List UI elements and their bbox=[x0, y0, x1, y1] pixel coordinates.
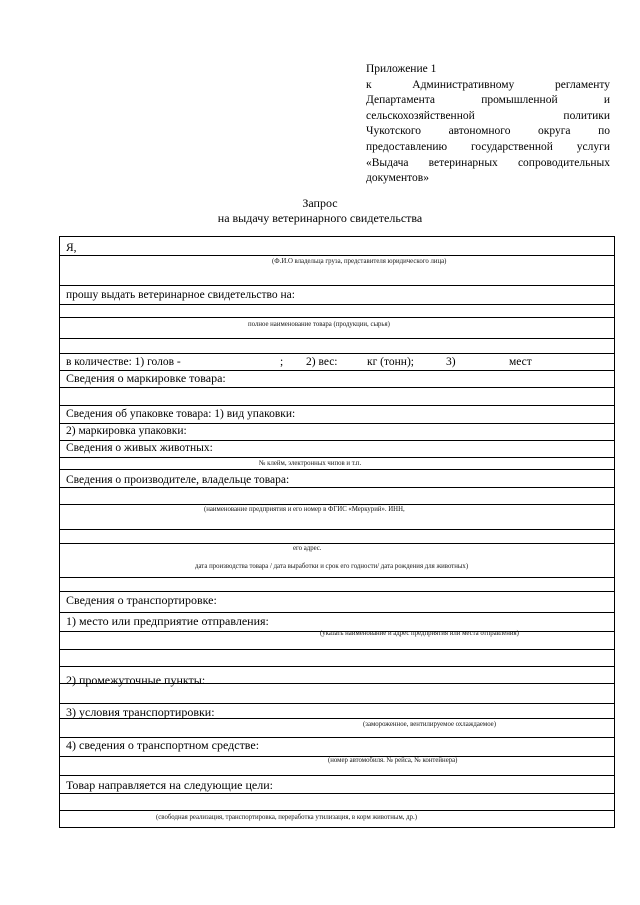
request-label: прошу выдать ветеринарное свидетельство на: bbox=[66, 289, 295, 301]
appendix-line bbox=[366, 124, 610, 140]
intermediate-label: 2) промежуточные пункты: bbox=[66, 673, 206, 687]
conditions-hint: (замороженное, вентилируемое охлаждаемое) bbox=[363, 721, 496, 728]
appendix-word: к bbox=[366, 78, 372, 91]
form-rule bbox=[60, 469, 614, 470]
form-rule bbox=[60, 775, 614, 776]
appendix-word: Чукотского bbox=[366, 125, 422, 138]
appendix-header bbox=[366, 62, 610, 187]
address-hint: его адрес. bbox=[293, 545, 322, 552]
appendix-word: по bbox=[598, 125, 610, 138]
form-rule bbox=[60, 317, 614, 318]
request-form bbox=[59, 236, 615, 828]
form-rule bbox=[60, 285, 614, 286]
purpose-hint: (свободная реализация, транспортировка, переработка утилизация, в корм животным, др.) bbox=[156, 814, 417, 821]
producer-label: Сведения о производителе, владельце товара: bbox=[66, 474, 290, 486]
appendix-word: округа bbox=[538, 125, 571, 138]
animals-hint: № клейм, электронных чипов и т.п. bbox=[259, 460, 362, 467]
form-rule bbox=[60, 353, 614, 354]
declarant-hint: (Ф.И.О владельца груза, представителя юридического лица) bbox=[272, 258, 447, 265]
form-rule bbox=[60, 487, 614, 488]
form-rule bbox=[60, 504, 614, 505]
form-rule bbox=[60, 612, 614, 613]
appendix-word: и bbox=[603, 94, 610, 107]
quantity-weight-label: 2) вес: bbox=[306, 356, 338, 368]
appendix-word: промышленной bbox=[481, 94, 558, 107]
form-rule bbox=[60, 405, 614, 406]
appendix-text: документов» bbox=[366, 172, 429, 185]
appendix-line bbox=[366, 78, 610, 94]
appendix-line bbox=[366, 62, 610, 78]
appendix-line bbox=[366, 93, 610, 109]
appendix-line bbox=[366, 171, 610, 187]
form-rule bbox=[60, 703, 614, 704]
pack-marking-label: 2) маркировка упаковки: bbox=[66, 425, 187, 437]
appendix-word: регламенту bbox=[554, 78, 610, 91]
quantity-places-label: мест bbox=[509, 356, 532, 368]
vehicle-label: 4) сведения о транспортном средстве: bbox=[66, 738, 260, 752]
form-rule bbox=[60, 666, 614, 667]
appendix-line bbox=[366, 140, 610, 156]
form-rule bbox=[60, 577, 614, 578]
quantity-heads-label: в количестве: 1) голов - bbox=[66, 356, 181, 368]
origin-hint: (указать наименование и адрес предприятия или места отправления) bbox=[320, 630, 519, 637]
quantity-item-3: 3) bbox=[446, 356, 456, 368]
appendix-word: политики bbox=[563, 109, 610, 122]
transport-label: Сведения о транспортировке: bbox=[66, 593, 217, 607]
marking-label: Сведения о маркировке товара: bbox=[66, 371, 226, 385]
form-rule bbox=[60, 793, 614, 794]
vehicle-hint: (номер автомобиля. № рейса, № контейнера) bbox=[328, 757, 458, 764]
date-hint: дата производства товара / дата выработки и срок его годности/ дата рождения для животных) bbox=[195, 563, 469, 570]
document-subtitle: на выдачу ветеринарного свидетельства bbox=[217, 211, 423, 225]
appendix-word: предоставлению bbox=[366, 140, 448, 153]
appendix-line bbox=[366, 109, 610, 125]
appendix-word: «Выдача bbox=[366, 156, 409, 169]
producer-hint: (наименование предприятия и его номер в ФГИС «Меркурий». ИНН, bbox=[204, 506, 405, 513]
packing-label: Сведения об упаковке товара: 1) вид упаковки: bbox=[66, 408, 296, 420]
form-rule bbox=[60, 255, 614, 256]
form-rule bbox=[60, 457, 614, 458]
form-rule bbox=[60, 387, 614, 388]
goods-hint: полное наименование товара (продукции, сырья) bbox=[248, 321, 390, 328]
quantity-weight-unit: кг (тонн); bbox=[367, 356, 414, 368]
appendix-line bbox=[366, 156, 610, 172]
conditions-label: 3) условия транспортировки: bbox=[66, 705, 215, 719]
appendix-word: автономного bbox=[448, 125, 511, 138]
form-rule bbox=[60, 338, 614, 339]
document-title: Запрос bbox=[302, 196, 338, 210]
form-rule bbox=[60, 543, 614, 544]
appendix-word: ветеринарных bbox=[428, 156, 498, 169]
appendix-text: Приложение 1 bbox=[366, 63, 437, 75]
appendix-word: Административному bbox=[412, 78, 515, 91]
form-rule bbox=[60, 649, 614, 650]
origin-label: 1) место или предприятие отправления: bbox=[66, 614, 269, 628]
appendix-word: государственной bbox=[470, 140, 553, 153]
form-rule bbox=[60, 304, 614, 305]
declarant-label: Я, bbox=[66, 242, 77, 254]
quantity-separator: ; bbox=[280, 356, 284, 368]
appendix-word: услуги bbox=[576, 140, 610, 153]
purpose-label: Товар направляется на следующие цели: bbox=[66, 778, 273, 792]
form-rule bbox=[60, 591, 614, 592]
form-rule bbox=[60, 810, 614, 811]
animals-label: Сведения о живых животных: bbox=[66, 442, 213, 454]
appendix-word: сопроводительных bbox=[517, 156, 610, 169]
appendix-word: сельскохозяйственной bbox=[366, 109, 475, 122]
form-rule bbox=[60, 529, 614, 530]
appendix-word: Департамента bbox=[366, 94, 436, 107]
